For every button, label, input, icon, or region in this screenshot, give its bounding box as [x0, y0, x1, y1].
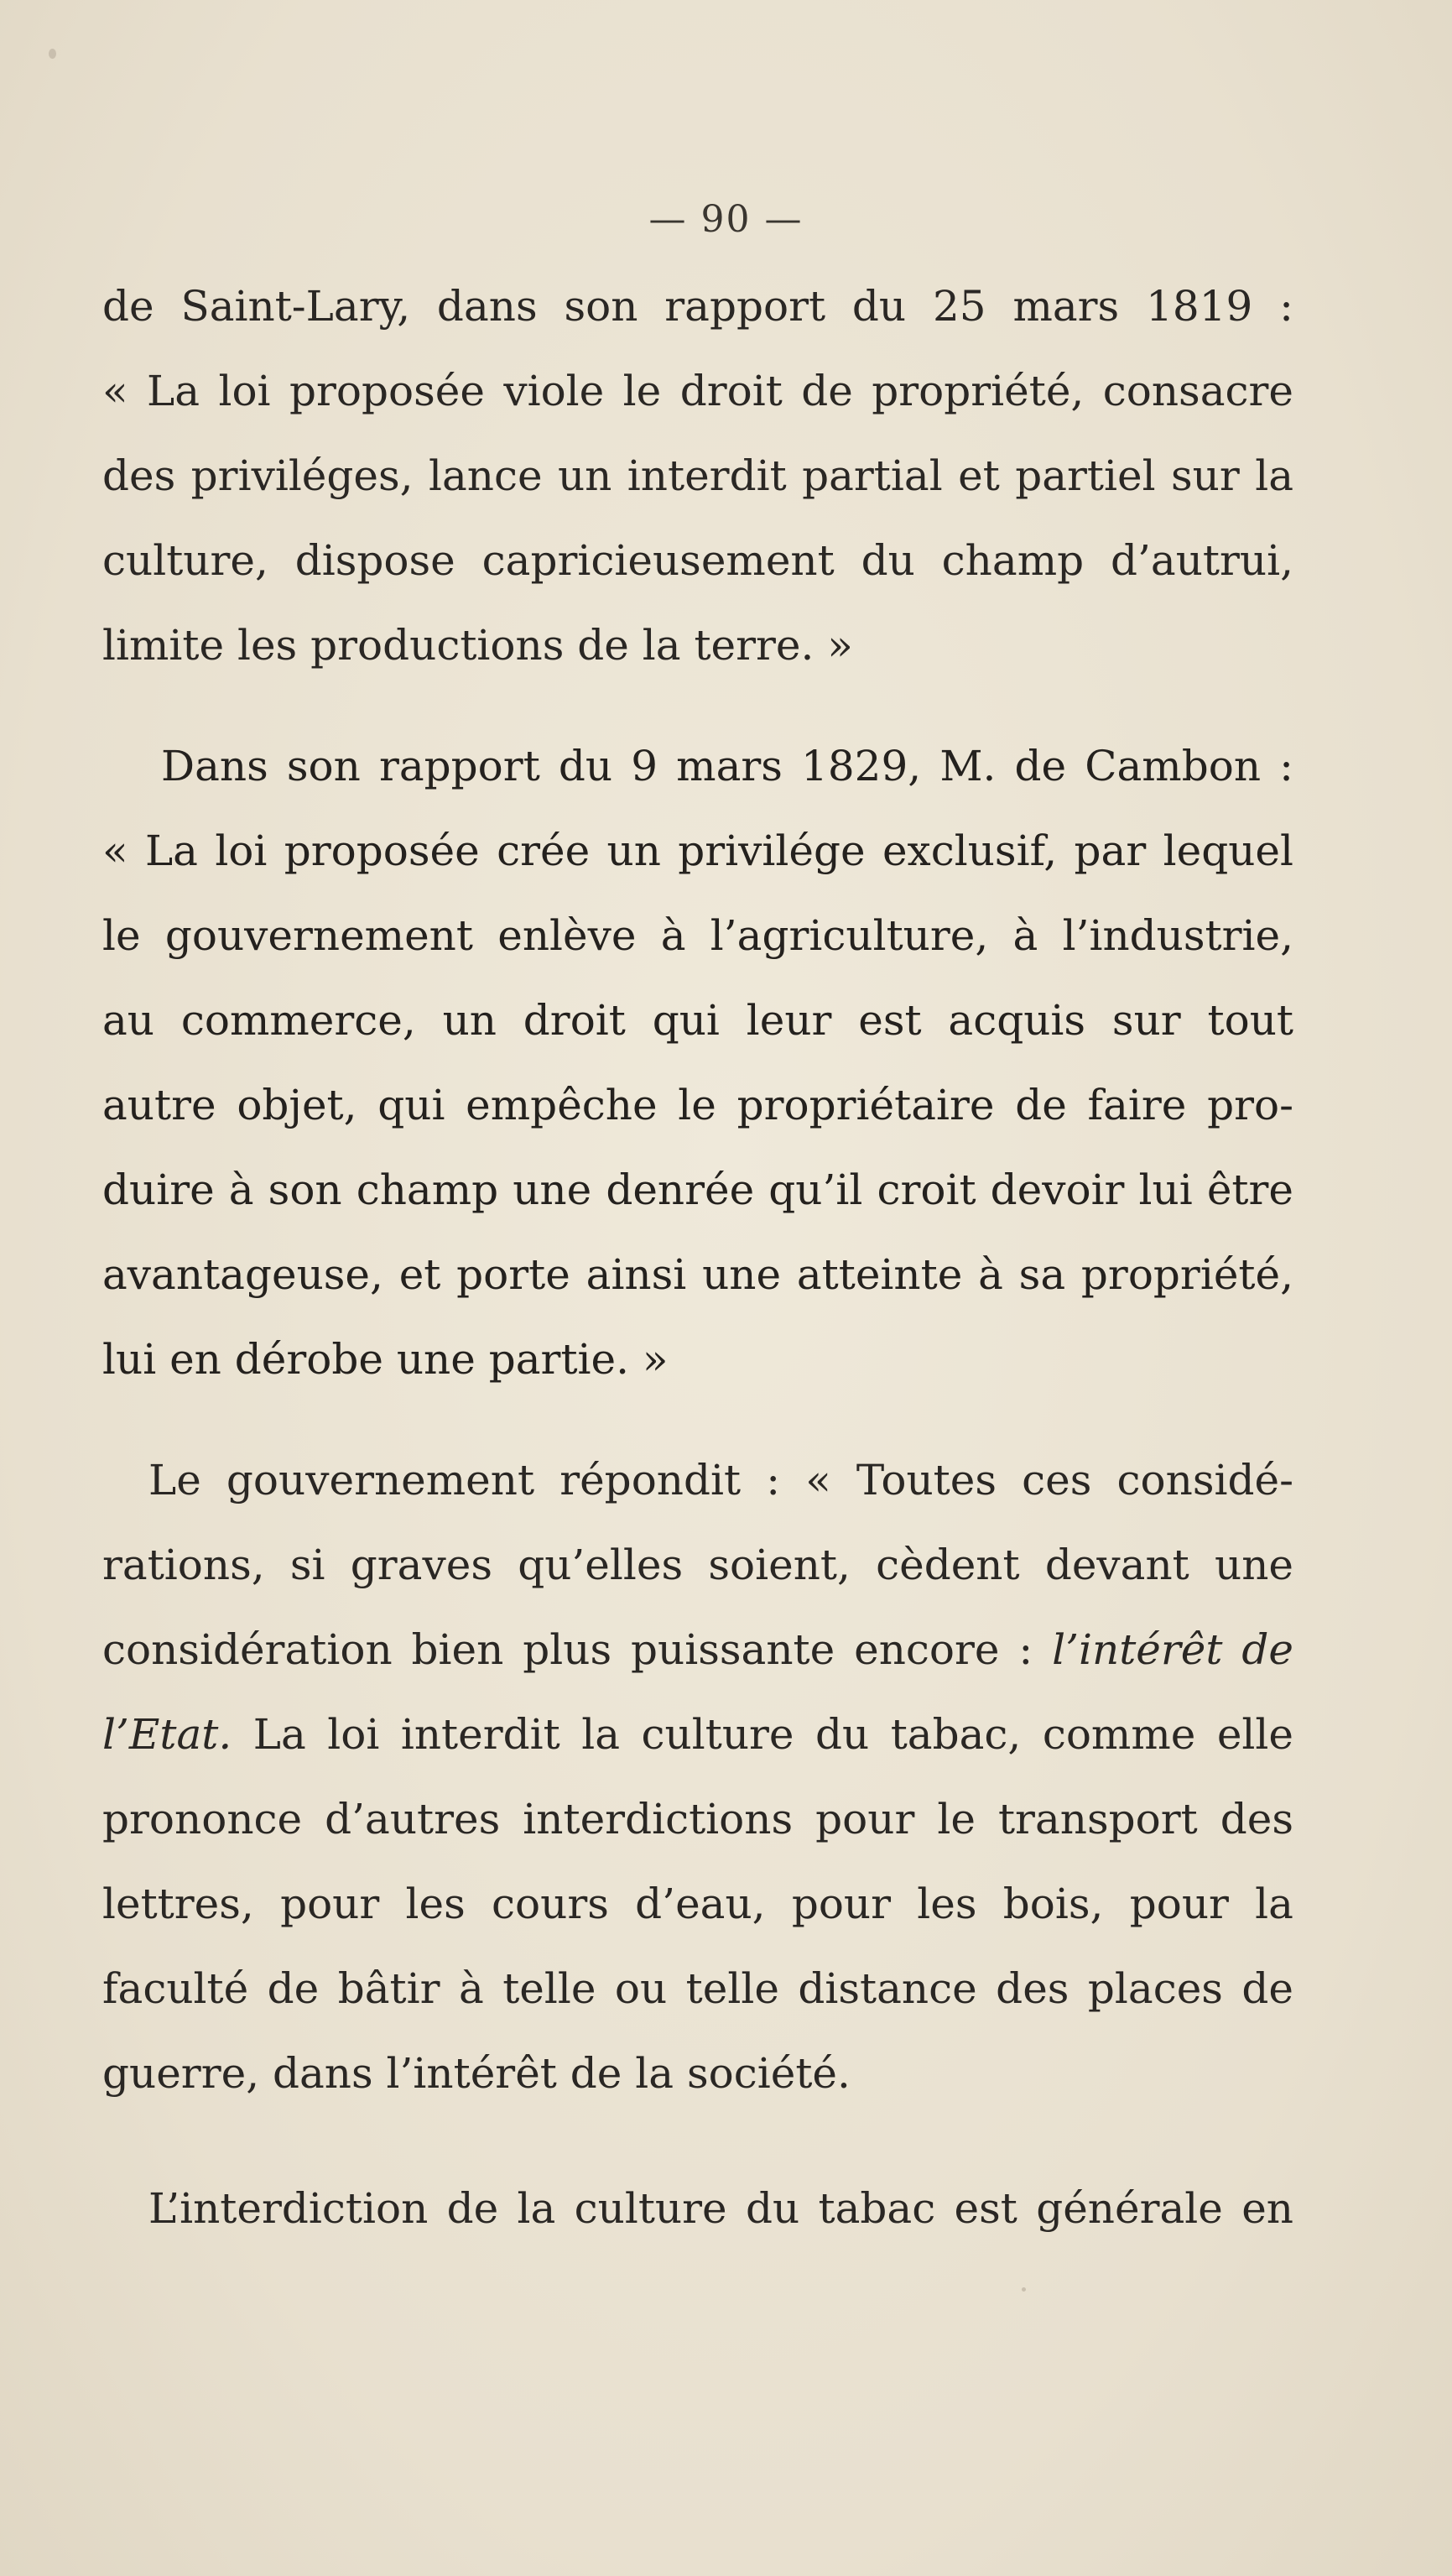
- text-line: lettres, pour les cours d’eau, pour les bois, pour la: [102, 1880, 1293, 1928]
- text-line: de Saint-Lary, dans son rapport du 25 mars 1819 :: [102, 282, 1293, 331]
- text-line: culture, dispose capricieusement du champ d’autrui,: [102, 536, 1293, 585]
- text-line: guerre, dans l’intérêt de la société.: [102, 2049, 851, 2098]
- paragraph-4: [102, 2167, 1293, 2251]
- text-line: [102, 1692, 1293, 1777]
- text-line: L’interdiction de la culture du tabac est générale en: [148, 2184, 1293, 2233]
- paragraph-2: [102, 724, 1293, 1402]
- text-line: prononce d’autres interdictions pour le transport des: [102, 1795, 1293, 1843]
- text-line: lui en dérobe une partie. »: [102, 1335, 669, 1384]
- text-line: autre objet, qui empêche le propriétaire de faire pro-: [102, 1081, 1293, 1129]
- text-line: rations, si graves qu’elles soient, cèdent devant une: [102, 1541, 1293, 1589]
- paper-speck: [49, 49, 56, 59]
- paragraph-1: [102, 264, 1293, 688]
- paper-speck: [1022, 2287, 1026, 2292]
- text-line: au commerce, un droit qui leur est acquis sur tout: [102, 996, 1293, 1045]
- text-line: duire à son champ une denrée qu’il croit devoir lui être: [102, 1165, 1293, 1214]
- text-line: Le gouvernement répondit : « Toutes ces considé-: [148, 1456, 1293, 1504]
- text-line: [102, 1608, 1293, 1692]
- text-line: des priviléges, lance un interdit partial et partiel sur la: [102, 451, 1293, 500]
- text-line: avantageuse, et porte ainsi une atteinte à sa propriété,: [102, 1250, 1293, 1299]
- text-line: « La loi proposée crée un privilége exclusif, par lequel: [102, 827, 1293, 875]
- italic-phrase: l’intérêt de: [1052, 1625, 1293, 1674]
- page-number: — 90 —: [648, 198, 804, 241]
- text-line: « La loi proposée viole le droit de propriété, consacre: [102, 367, 1293, 415]
- text-segment: considération bien plus puissante encore :: [102, 1625, 1053, 1674]
- text-line: faculté de bâtir à telle ou telle distance des places de: [102, 1964, 1293, 2013]
- text-line: limite les productions de la terre. »: [102, 621, 853, 670]
- text-line: le gouvernement enlève à l’agriculture, à l’industrie,: [102, 911, 1293, 960]
- text-line: Dans son rapport du 9 mars 1829, M. de Cambon :: [161, 742, 1293, 790]
- italic-phrase: l’Etat.: [102, 1710, 232, 1759]
- text-segment: La loi interdit la culture du tabac, comme elle: [232, 1710, 1293, 1759]
- paragraph-3: [102, 1438, 1293, 2116]
